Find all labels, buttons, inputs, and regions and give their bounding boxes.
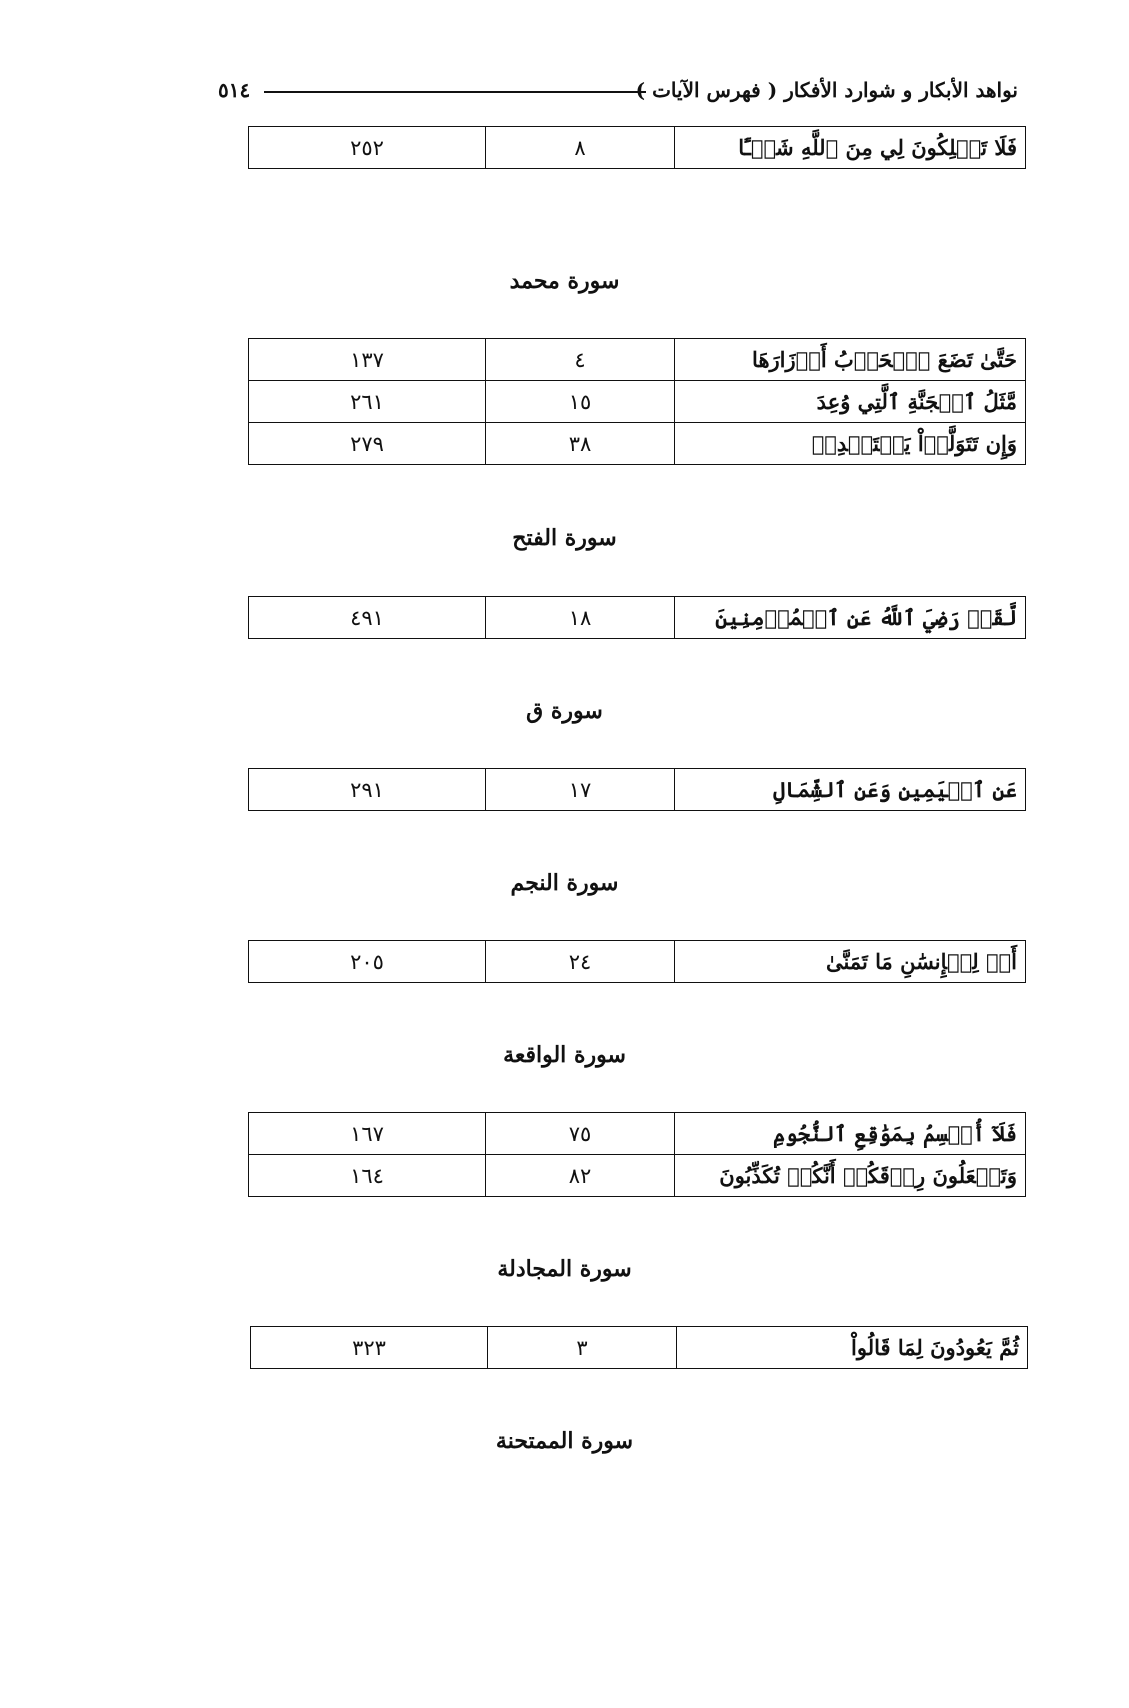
header-rule [264,91,646,93]
page-reference: ٣٢٣ [251,1327,488,1369]
page-reference: ٢٥٢ [249,127,486,169]
verse-text: وَإِن تَتَوَلَّوۡاْ يَسۡتَبۡدِلۡ [675,423,1026,465]
ayah-number: ٧٥ [486,1113,675,1155]
ayah-number: ١٥ [486,381,675,423]
surah-title: سورة الواقعة [503,1042,626,1068]
table-row [249,941,1026,983]
page-number: ٥١٤ [218,78,251,102]
table-row [249,1113,1026,1155]
verse-table [248,338,1026,465]
page-reference: ٢٠٥ [249,941,486,983]
verse-text: لَّقَدۡ رَضِيَ ٱللَّهُ عَنِ ٱلۡمُؤۡمِنِينَ [675,597,1026,639]
surah-title: سورة محمد [509,268,620,294]
table-row [249,423,1026,465]
verse-text: وَتَجۡعَلُونَ رِزۡقَكُمۡ أَنَّكُمۡ تُكَذِّبُونَ [675,1155,1026,1197]
table-row [249,1155,1026,1197]
page-reference: ٢٧٩ [249,423,486,465]
ayah-number: ١٧ [486,769,675,811]
table-row [249,127,1026,169]
verse-table [248,596,1026,639]
table-row [251,1327,1028,1369]
verse-table [248,126,1026,169]
verse-text: فَلَآ أُقۡسِمُ بِمَوَٰقِعِ ٱلنُّجُومِ [675,1113,1026,1155]
verse-text: عَنِ ٱلۡيَمِينِ وَعَنِ ٱلشِّمَالِ [675,769,1026,811]
surah-title: سورة ق [526,698,603,724]
ayah-number: ٨ [486,127,675,169]
surah-title: سورة الممتحنة [495,1428,634,1454]
verse-text: مَّثَلُ ٱلۡجَنَّةِ ٱلَّتِي وُعِدَ [675,381,1026,423]
surah-title: سورة المجادلة [497,1256,632,1282]
verse-text: ثُمَّ يَعُودُونَ لِمَا قَالُواْ [677,1327,1028,1369]
page-reference: ٢٩١ [249,769,486,811]
page-reference: ٢٦١ [249,381,486,423]
page-reference: ١٣٧ [249,339,486,381]
ayah-number: ٢٤ [486,941,675,983]
ayah-number: ١٨ [486,597,675,639]
ayah-number: ٨٢ [486,1155,675,1197]
verse-table [248,1112,1026,1197]
running-header [218,76,1018,106]
verse-table [250,1326,1028,1369]
ayah-number: ٣٨ [486,423,675,465]
page-reference: ٤٩١ [249,597,486,639]
ayah-number: ٤ [486,339,675,381]
verse-text: أَمۡ لِلۡإِنسَٰنِ مَا تَمَنَّىٰ [675,941,1026,983]
surah-title: سورة الفتح [512,525,617,551]
table-row [249,769,1026,811]
page-reference: ١٦٧ [249,1113,486,1155]
verse-text: حَتَّىٰ تَضَعَ ٱلۡحَرۡبُ أَوۡزَارَهَا [675,339,1026,381]
page-reference: ١٦٤ [249,1155,486,1197]
surah-title: سورة النجم [510,870,619,896]
verse-table [248,940,1026,983]
table-row [249,381,1026,423]
verse-text: فَلَا تَمۡلِكُونَ لِي مِنَ ٱللَّهِ شَيۡـًٔا [675,127,1026,169]
ayah-number: ٣ [488,1327,677,1369]
table-row [249,339,1026,381]
verse-table [248,768,1026,811]
header-title: نواهد الأبكار و شوارد الأفكار ( فهرس الآيات ) [635,78,1018,102]
table-row [249,597,1026,639]
